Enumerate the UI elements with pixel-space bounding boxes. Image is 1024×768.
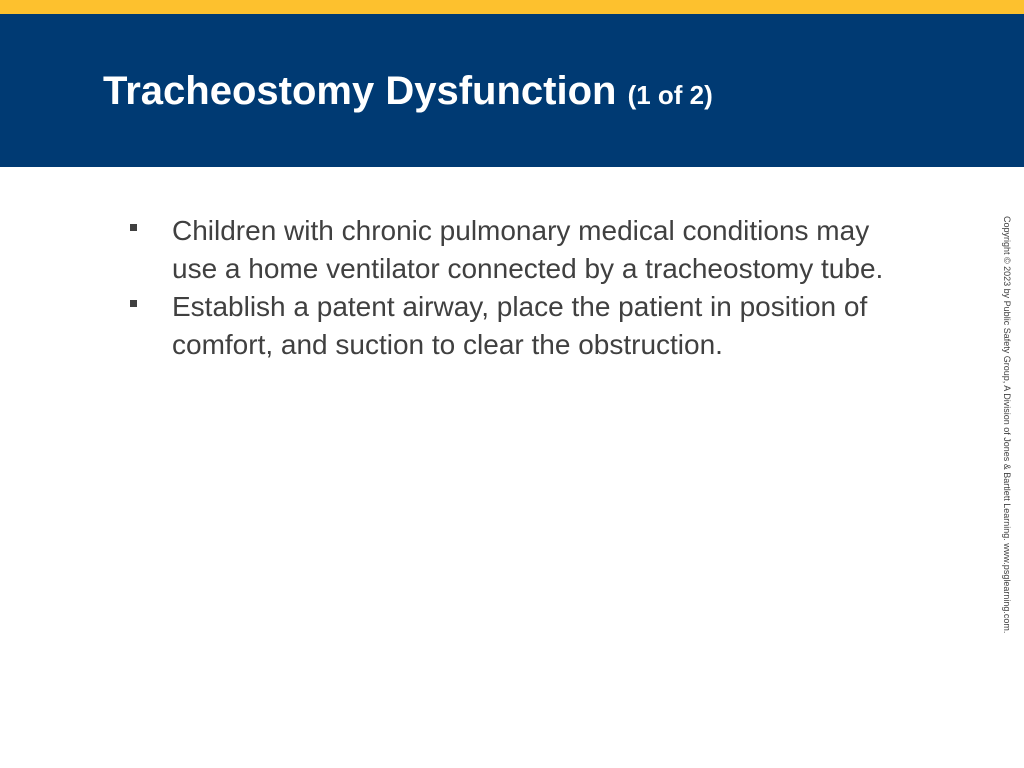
bullet-item xyxy=(128,288,918,364)
slide-title-suffix: (1 of 2) xyxy=(627,80,713,110)
bullet-text: Establish a patent airway, place the patient in position of comfort, and suction to clear the obstruction. xyxy=(172,291,868,360)
square-bullet-icon xyxy=(130,224,137,231)
square-bullet-icon xyxy=(130,300,137,307)
slide-title-main: Tracheostomy Dysfunction xyxy=(103,69,617,113)
bullet-text: Children with chronic pulmonary medical conditions may use a home ventilator connected by a tracheostomy tube. xyxy=(172,215,884,284)
copyright-notice: Copyright © 2023 by Public Safety Group, A Division of Jones & Bartlett Learning. www.psglearning.com. xyxy=(1002,216,1012,634)
accent-stripe xyxy=(0,0,1024,14)
slide-title xyxy=(103,66,713,120)
bullet-list xyxy=(128,212,918,364)
bullet-item xyxy=(128,212,918,288)
